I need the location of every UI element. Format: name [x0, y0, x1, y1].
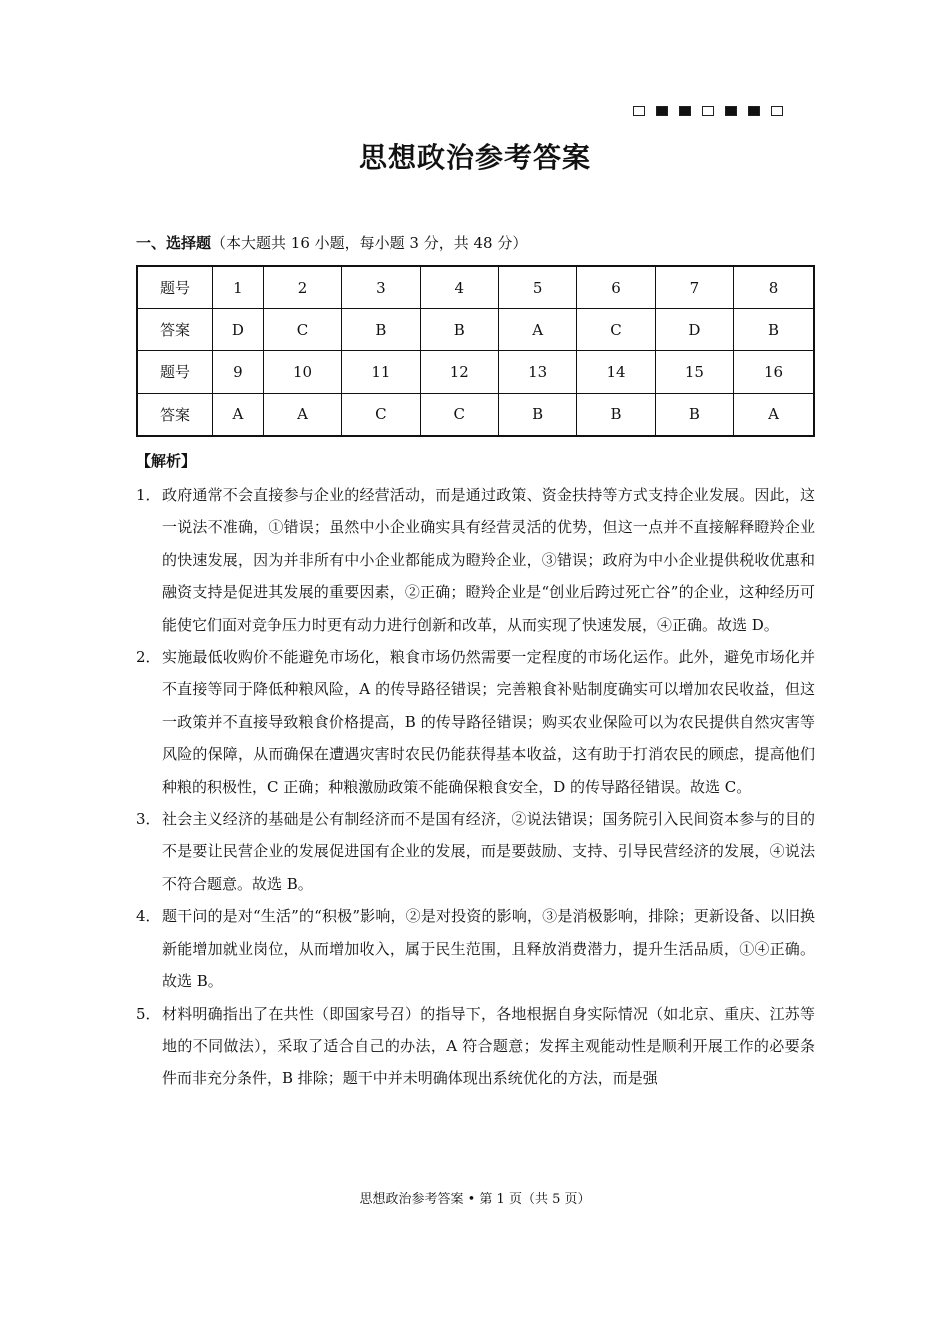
row-label: 题号 [137, 266, 213, 309]
table-cell: 13 [498, 351, 576, 393]
analysis-item-number: 2． [136, 648, 161, 667]
analysis-item-text: 实施最低收购价不能避免市场化，粮食市场仍然需要一定程度的市场化运作。此外，避免市场化并不直接等同于降低种粮风险，A 的传导路径错误；完善粮食补贴制度确实可以增加农民收益，但这一政策并不直接导致粮食价格提高，B 的传导路径错误；购买农业保险可以为农民提供自然灾害等风险的保障，从而确保在遭遇灾害时农民仍能获得基本收益，这有助于打消农民的顾虑，提高他们种粮的积极性，C 正确；种粮激励政策不能确保粮食安全，D 的传导路径错误。故选 C。 [162, 648, 815, 796]
table-cell: 16 [734, 351, 814, 393]
section-heading-note: （本大题共 16 小题，每小题 3 分，共 48 分） [211, 234, 528, 252]
analysis-item-number: 1． [136, 486, 161, 504]
table-cell: C [577, 309, 655, 351]
table-cell: 9 [213, 351, 264, 393]
table-cell: 10 [263, 351, 341, 393]
table-cell: 12 [420, 351, 498, 393]
header-mark-filled [679, 106, 691, 116]
table-cell: B [655, 393, 733, 436]
row-label: 答案 [137, 309, 213, 351]
header-mark-filled [656, 106, 668, 116]
row-label: 题号 [137, 351, 213, 393]
table-cell: 7 [655, 266, 733, 309]
table-cell: B [734, 309, 814, 351]
analysis-item-number: 3． [136, 810, 161, 829]
page-footer: 思想政治参考答案 • 第 1 页（共 5 页） [359, 1192, 591, 1207]
table-cell: 6 [577, 266, 655, 309]
table-cell: 11 [342, 351, 420, 393]
table-cell: B [342, 309, 420, 351]
header-mark-filled [748, 106, 760, 116]
analysis-item [136, 479, 815, 641]
table-cell: 2 [263, 266, 341, 309]
table-cell: B [420, 309, 498, 351]
table-cell: D [213, 309, 264, 351]
table-row [137, 393, 814, 436]
table-cell: A [263, 393, 341, 436]
analysis-item-text: 材料明确指出了在共性（即国家号召）的指导下，各地根据自身实际情况（如北京、重庆、江苏等地的不同做法），采取了适合自己的办法，A 符合题意；发挥主观能动性是顺利开展工作的必要条件而非充分条件，B 排除；题干中并未明确体现出系统优化的方法，而是强 [162, 1004, 815, 1088]
table-cell: 5 [498, 266, 576, 309]
table-row [137, 266, 814, 309]
analysis-item [136, 998, 815, 1095]
table-cell: A [213, 393, 264, 436]
header-mark-empty [633, 106, 645, 116]
row-label: 答案 [137, 393, 213, 436]
answer-table-body [137, 266, 814, 436]
answer-table [136, 265, 815, 437]
header-mark-empty [771, 106, 783, 116]
table-cell: B [498, 393, 576, 436]
table-row [137, 351, 814, 393]
table-row [137, 309, 814, 351]
table-cell: C [342, 393, 420, 436]
section-heading [136, 232, 527, 253]
table-cell: B [577, 393, 655, 436]
table-cell: C [263, 309, 341, 351]
table-cell: A [734, 393, 814, 436]
analysis-list [136, 479, 815, 1095]
table-cell: A [498, 309, 576, 351]
analysis-item [136, 641, 815, 803]
table-cell: C [420, 393, 498, 436]
page-title: 思想政治参考答案 [358, 141, 591, 174]
analysis-heading: 【解析】 [136, 452, 197, 470]
table-cell: D [655, 309, 733, 351]
analysis-item-text: 政府通常不会直接参与企业的经营活动，而是通过政策、资金扶持等方式支持企业发展。因此，这一说法不准确，①错误；虽然中小企业确实具有经营灵活的优势，但这一点并不直接解释瞪羚企业的快速发展，因为并非所有中小企业都能成为瞪羚企业，③错误；政府为中小企业提供税收优惠和融资支持是促进其发展的重要因素，②正确；瞪羚企业是“创业后跨过死亡谷”的企业，这种经历可能使它们面对竞争压力时更有动力进行创新和改革，从而实现了快速发展，④正确。故选 D。 [162, 486, 815, 634]
table-cell: 3 [342, 266, 420, 309]
table-cell: 15 [655, 351, 733, 393]
table-cell: 14 [577, 351, 655, 393]
analysis-item [136, 803, 815, 900]
analysis-item-text: 题干问的是对“生活”的“积极”影响，②是对投资的影响，③是消极影响，排除；更新设备、以旧换新能增加就业岗位，从而增加收入，属于民生范围，且释放消费潜力，提升生活品质，①④正确。故选 B。 [162, 907, 815, 991]
analysis-item-number: 4． [136, 907, 161, 926]
table-cell: 8 [734, 266, 814, 309]
table-cell: 1 [213, 266, 264, 309]
analysis-item-number: 5． [136, 1004, 161, 1023]
table-cell: 4 [420, 266, 498, 309]
header-marks [633, 106, 783, 116]
header-mark-filled [725, 106, 737, 116]
analysis-item [136, 900, 815, 997]
section-heading-title: 一、选择题 [136, 234, 212, 252]
analysis-item-text: 社会主义经济的基础是公有制经济而不是国有经济，②说法错误；国务院引入民间资本参与的目的不是要让民营企业的发展促进国有企业的发展，而是要鼓励、支持、引导民营经济的发展，④说法不符合题意。故选 B。 [162, 810, 815, 893]
header-mark-empty [702, 106, 714, 116]
